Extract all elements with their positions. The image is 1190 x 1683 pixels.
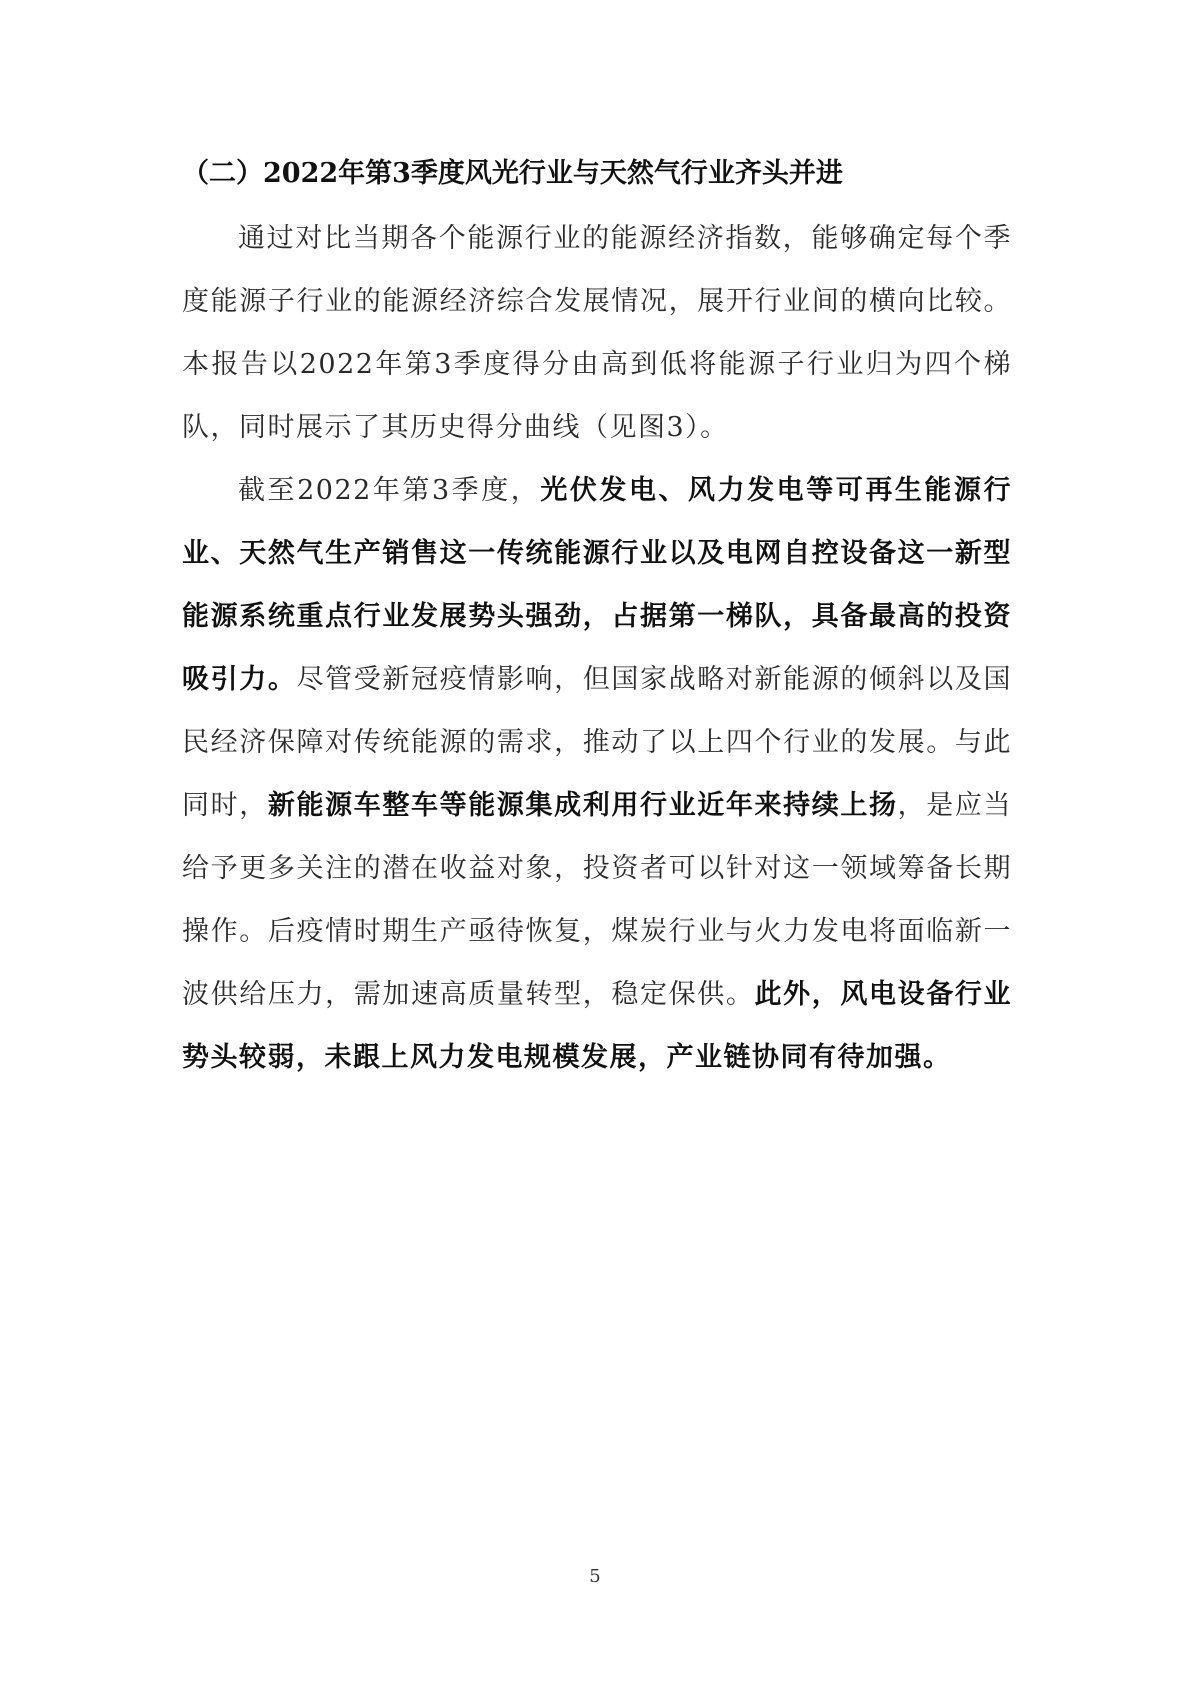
paragraph-2-segment-5: ，是应当给予更多关注的潜在收益对象，投资者可以针对这一领域筹备长期操作。后疫情时期生产亟待恢复，煤炭行业与火力发电将面临新一波供给压力，需加速高质量转型，稳定保供。 — [182, 790, 1012, 1010]
section-heading: （二）2022年第3季度风光行业与天然气行业齐头并进 — [182, 158, 843, 189]
page-number: 5 — [589, 1566, 601, 1587]
paragraph-2-bold-new-energy-vehicles: 新能源车整车等能源集成利用行业近年来持续上扬 — [267, 790, 898, 821]
paragraph-2-segment-1: 截至2022年第3季度， — [238, 475, 541, 506]
paragraph-tier-analysis — [182, 459, 1012, 1089]
paragraph-2-segment-3: 尽管受新冠疫情影响，但国家战略对新能源的倾斜以及国民经济保障对传统能源的需求，推动了以上四个行业的发展。与此同时， — [182, 664, 1012, 821]
paragraph-2-bold-wind-equipment: 此外，风电设备行业势头较弱，未跟上风力发电规模发展，产业链协同有待加强。 — [182, 979, 1012, 1073]
paragraph-industry-comparison: 通过对比当期各个能源行业的能源经济指数，能够确定每个季度能源子行业的能源经济综合发展情况，展开行业间的横向比较。本报告以2022年第3季度得分由高到低将能源子行业归为四个梯队，同时展示了其历史得分曲线（见图3）。 — [182, 223, 1012, 443]
paragraph-2-bold-first-tier: 光伏发电、风力发电等可再生能源行业、天然气生产销售这一传统能源行业以及电网自控设备这一新型能源系统重点行业发展势头强劲，占据第一梯队，具备最高的投资吸引力。 — [182, 475, 1012, 695]
